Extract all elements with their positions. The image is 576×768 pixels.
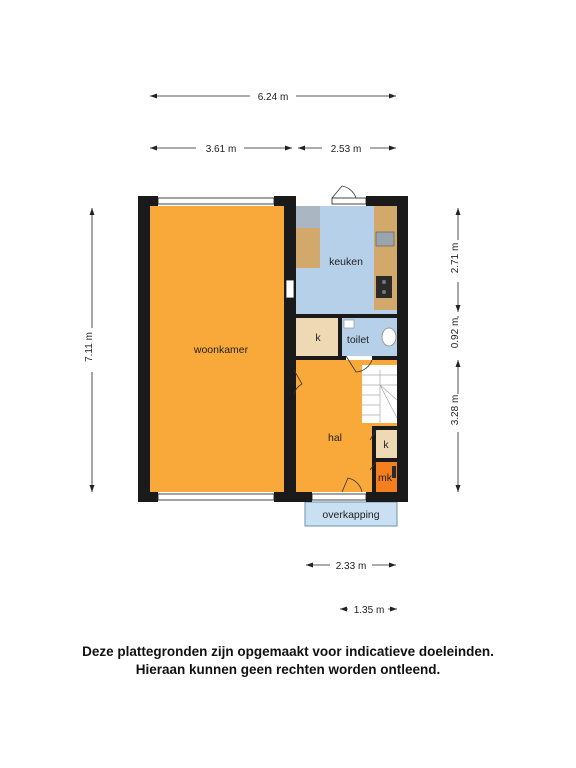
dimension-hall-depth (450, 360, 461, 492)
washbasin-icon (344, 320, 354, 328)
toilet-icon (382, 328, 396, 346)
dimension-kitchen-depth (450, 208, 461, 312)
svg-text:2.71 m: 2.71 m (450, 242, 461, 274)
disclaimer-line-2: Hieraan kunnen geen rechten worden ontleend. (135, 662, 441, 677)
svg-text:3.28 m: 3.28 m (450, 394, 461, 426)
stove-icon (376, 276, 392, 298)
stairs (362, 365, 397, 423)
svg-text:6.24 m: 6.24 m (257, 92, 289, 103)
svg-text:0.92 m: 0.92 m (450, 317, 461, 349)
label-closet: k (315, 332, 321, 344)
label-keuken: keuken (329, 256, 363, 268)
disclaimer-line-1: Deze plattegronden zijn opgemaakt voor indicatieve doeleinden. (82, 644, 494, 659)
svg-text:7.11 m: 7.11 m (84, 332, 95, 362)
label-hal: hal (327, 432, 343, 444)
kitchen-cabinet-top (296, 206, 320, 228)
svg-text:1.35 m: 1.35 m (353, 605, 385, 616)
sink-icon (376, 232, 394, 246)
svg-text:2.33 m: 2.33 m (335, 561, 367, 572)
dimension-total-width (150, 92, 396, 103)
label-meter-cupboard: mk (378, 472, 392, 484)
dimension-toilet-depth (450, 316, 461, 348)
dimension-porch-inner (340, 605, 397, 616)
svg-text:3.61 m: 3.61 m (205, 144, 237, 155)
meter-box-icon (392, 466, 396, 478)
svg-text:2.53 m: 2.53 m (330, 144, 362, 155)
label-woonkamer: woonkamer (193, 344, 249, 356)
dimension-right-width (298, 144, 396, 155)
dimension-total-depth (84, 208, 95, 492)
label-closet2: k (383, 439, 389, 451)
dimension-left-width (150, 144, 292, 155)
label-toilet: toilet (346, 334, 370, 346)
dimension-porch-width (306, 561, 396, 572)
label-canopy: overkapping (322, 509, 380, 521)
